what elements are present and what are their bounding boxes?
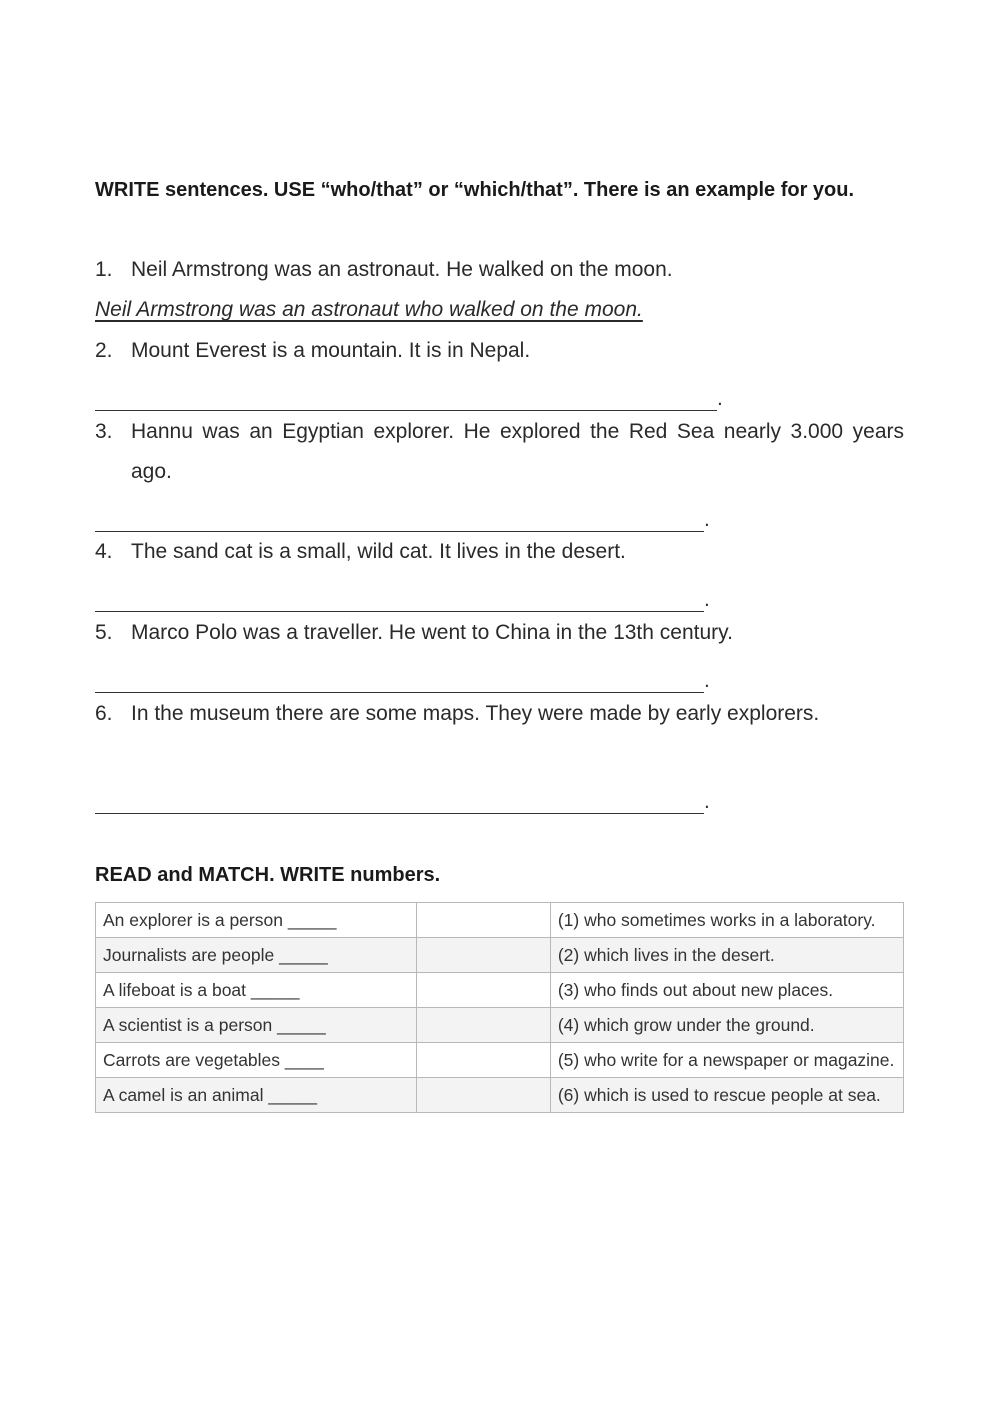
- exercise1-instruction: WRITE sentences. USE “who/that” or “which/that”. There is an example for you.: [95, 179, 855, 201]
- answer-line-5[interactable]: .: [95, 653, 710, 693]
- match-answer-cell[interactable]: [417, 973, 551, 1008]
- table-row: [96, 938, 904, 973]
- match-right-cell: (1) who sometimes works in a laboratory.: [550, 903, 903, 938]
- table-row: [96, 1008, 904, 1043]
- answer-line-6[interactable]: .: [95, 774, 710, 814]
- match-answer-cell[interactable]: [417, 1043, 551, 1078]
- match-right-cell: (2) which lives in the desert.: [550, 938, 903, 973]
- item-number: 5.: [95, 621, 113, 644]
- match-right-cell: (3) who finds out about new places.: [550, 973, 903, 1008]
- table-row: [96, 1043, 904, 1078]
- item-text: Hannu was an Egyptian explorer. He explored the Red Sea nearly 3.000 years ago.: [131, 420, 904, 483]
- match-answer-cell[interactable]: [417, 903, 551, 938]
- match-answer-cell[interactable]: [417, 1078, 551, 1113]
- table-row: [96, 1078, 904, 1113]
- answer-line-2[interactable]: .: [95, 371, 723, 411]
- exercise-item-4: [95, 532, 904, 572]
- item-number: 4.: [95, 540, 113, 563]
- exercise-item-1: [95, 250, 904, 290]
- match-right-cell: (5) who write for a newspaper or magazine.: [550, 1043, 903, 1078]
- table-row: [96, 903, 904, 938]
- item-number: 3.: [95, 420, 113, 443]
- item-number: 2.: [95, 339, 113, 362]
- match-left-cell: A lifeboat is a boat _____: [96, 973, 417, 1008]
- exercise-item-6: [95, 694, 904, 734]
- match-answer-cell[interactable]: [417, 1008, 551, 1043]
- item-text: In the museum there are some maps. They were made by early explorers.: [131, 702, 820, 725]
- exercise-item-5: [95, 613, 904, 653]
- match-right-cell: (6) which is used to rescue people at sea.: [550, 1078, 903, 1113]
- answer-line-3[interactable]: .: [95, 492, 710, 532]
- item-text: The sand cat is a small, wild cat. It lives in the desert.: [131, 540, 626, 563]
- answer-line-4[interactable]: .: [95, 572, 710, 612]
- exercise-item-2: [95, 331, 904, 371]
- item-text: Mount Everest is a mountain. It is in Nepal.: [131, 339, 531, 362]
- item-text: Neil Armstrong was an astronaut. He walked on the moon.: [131, 258, 673, 281]
- item-number: 1.: [95, 258, 113, 281]
- example-answer: Neil Armstrong was an astronaut who walked on the moon.: [95, 298, 643, 321]
- match-right-cell: (4) which grow under the ground.: [550, 1008, 903, 1043]
- match-left-cell: Journalists are people _____: [96, 938, 417, 973]
- match-left-cell: A scientist is a person _____: [96, 1008, 417, 1043]
- item-number: 6.: [95, 702, 113, 725]
- match-table: [95, 902, 904, 1113]
- exercise2-instruction: READ and MATCH. WRITE numbers.: [95, 864, 441, 886]
- match-answer-cell[interactable]: [417, 938, 551, 973]
- item-text: Marco Polo was a traveller. He went to China in the 13th century.: [131, 621, 733, 644]
- table-row: [96, 973, 904, 1008]
- match-left-cell: A camel is an animal _____: [96, 1078, 417, 1113]
- match-left-cell: Carrots are vegetables ____: [96, 1043, 417, 1078]
- match-left-cell: An explorer is a person _____: [96, 903, 417, 938]
- exercise-item-3: [95, 412, 904, 492]
